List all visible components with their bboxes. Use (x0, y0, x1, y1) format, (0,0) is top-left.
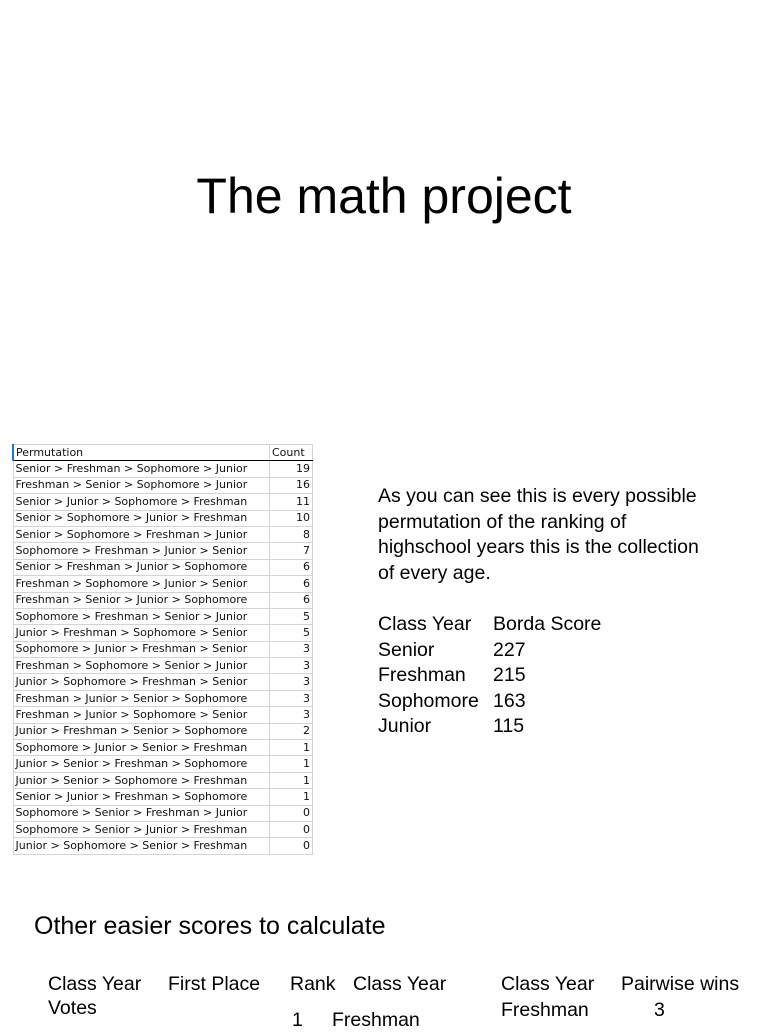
permutation-row (13, 821, 313, 837)
count-cell: 3 (270, 690, 313, 706)
permutation-cell: Freshman > Junior > Sophomore > Senior (13, 707, 270, 723)
permutation-cell: Sophomore > Senior > Freshman > Junior (13, 805, 270, 821)
borda-header-class-year: Class Year (378, 613, 472, 635)
borda-score: 215 (493, 664, 526, 686)
borda-score: 115 (493, 715, 525, 737)
permutation-cell: Sophomore > Senior > Junior > Freshman (13, 821, 270, 837)
permutation-row (13, 838, 313, 854)
count-cell: 7 (270, 543, 313, 559)
count-cell: 8 (270, 526, 313, 542)
permutation-row (13, 494, 313, 510)
permutation-table-header (13, 445, 313, 461)
first-place-header-votes-cont: Votes (48, 997, 97, 1019)
permutation-row (13, 658, 313, 674)
borda-row (378, 638, 601, 664)
permutation-cell: Sophomore > Junior > Senior > Freshman (13, 740, 270, 756)
count-cell: 3 (270, 641, 313, 657)
borda-class-year: Freshman (378, 664, 466, 686)
count-cell: 0 (270, 821, 313, 837)
permutation-row (13, 576, 313, 592)
count-cell: 1 (270, 740, 313, 756)
permutation-cell: Freshman > Senior > Junior > Sophomore (13, 592, 270, 608)
permutation-row (13, 592, 313, 608)
permutation-row (13, 674, 313, 690)
count-cell: 3 (270, 658, 313, 674)
borda-score: 227 (493, 638, 526, 661)
header-count: Count (270, 445, 313, 461)
pairwise-row-class-year: Freshman (501, 999, 589, 1021)
first-place-header-class-year: Class Year (48, 973, 142, 995)
header-permutation: Permutation (13, 445, 270, 461)
section-subheading: Other easier scores to calculate (34, 912, 386, 940)
count-cell: 1 (270, 756, 313, 772)
permutation-row (13, 559, 313, 575)
permutation-row (13, 461, 313, 477)
borda-header-row (378, 612, 601, 638)
description-line: As you can see this is every possible (378, 485, 697, 507)
permutation-table-body (13, 461, 313, 854)
permutation-cell: Sophomore > Freshman > Senior > Junior (13, 608, 270, 624)
permutation-row (13, 789, 313, 805)
permutation-cell: Sophomore > Freshman > Junior > Senior (13, 543, 270, 559)
count-cell: 0 (270, 805, 313, 821)
permutation-cell: Junior > Freshman > Senior > Sophomore (13, 723, 270, 739)
permutation-cell: Freshman > Sophomore > Junior > Senior (13, 576, 270, 592)
count-cell: 5 (270, 625, 313, 641)
permutation-row (13, 690, 313, 706)
permutation-row (13, 723, 313, 739)
count-cell: 5 (270, 608, 313, 624)
first-place-header-votes: First Place (168, 973, 261, 995)
permutation-cell: Junior > Senior > Sophomore > Freshman (13, 772, 270, 788)
permutation-cell: Senior > Sophomore > Freshman > Junior (13, 526, 270, 542)
permutation-row (13, 707, 313, 723)
count-cell: 3 (270, 707, 313, 723)
permutation-row (13, 510, 313, 526)
description-text (378, 484, 748, 586)
borda-row (378, 714, 601, 740)
permutation-cell: Senior > Junior > Sophomore > Freshman (13, 494, 270, 510)
permutation-row (13, 740, 313, 756)
borda-header-score: Borda Score (493, 613, 602, 635)
description-line: highschool years this is the collection (378, 536, 699, 558)
count-cell: 6 (270, 592, 313, 608)
count-cell: 3 (270, 674, 313, 690)
permutation-cell: Senior > Sophomore > Junior > Freshman (13, 510, 270, 526)
permutation-row (13, 805, 313, 821)
count-cell: 1 (270, 789, 313, 805)
permutation-cell: Senior > Freshman > Sophomore > Junior (13, 461, 270, 477)
borda-score: 163 (493, 689, 526, 712)
rank-row-rank: 1 (292, 1009, 303, 1031)
borda-row (378, 689, 601, 715)
permutation-row (13, 772, 313, 788)
rank-header-rank: Rank (290, 973, 336, 995)
count-cell: 2 (270, 723, 313, 739)
count-cell: 19 (270, 461, 313, 477)
permutation-row (13, 625, 313, 641)
permutation-cell: Sophomore > Junior > Freshman > Senior (13, 641, 270, 657)
permutation-row (13, 641, 313, 657)
description-line: permutation of the ranking of (378, 510, 627, 533)
permutation-row (13, 756, 313, 772)
permutation-row (13, 543, 313, 559)
count-cell: 0 (270, 838, 313, 854)
count-cell: 16 (270, 477, 313, 493)
description-line: of every age. (378, 561, 491, 584)
page-title: The math project (196, 168, 572, 224)
permutation-table (12, 444, 313, 855)
borda-row (378, 663, 601, 689)
count-cell: 1 (270, 772, 313, 788)
borda-class-year: Senior (378, 638, 435, 661)
count-cell: 10 (270, 510, 313, 526)
permutation-cell: Junior > Freshman > Sophomore > Senior (13, 625, 270, 641)
permutation-cell: Freshman > Sophomore > Senior > Junior (13, 658, 270, 674)
permutation-cell: Senior > Freshman > Junior > Sophomore (13, 559, 270, 575)
count-cell: 6 (270, 559, 313, 575)
rank-row-class-year: Freshman (332, 1009, 420, 1031)
permutation-cell: Junior > Senior > Freshman > Sophomore (13, 756, 270, 772)
borda-class-year: Sophomore (378, 689, 479, 712)
permutation-cell: Senior > Junior > Freshman > Sophomore (13, 789, 270, 805)
permutation-cell: Junior > Sophomore > Freshman > Senior (13, 674, 270, 690)
permutation-row (13, 526, 313, 542)
permutation-row (13, 477, 313, 493)
permutation-cell: Junior > Sophomore > Senior > Freshman (13, 838, 270, 854)
pairwise-header-class-year: Class Year (501, 973, 595, 995)
rank-header-class-year: Class Year (353, 973, 447, 995)
count-cell: 6 (270, 576, 313, 592)
pairwise-row-wins: 3 (654, 999, 665, 1021)
pairwise-header-wins: Pairwise wins (621, 973, 740, 995)
permutation-cell: Freshman > Junior > Senior > Sophomore (13, 690, 270, 706)
permutation-cell: Freshman > Senior > Sophomore > Junior (13, 477, 270, 493)
permutation-row (13, 608, 313, 624)
borda-class-year: Junior (378, 715, 432, 737)
borda-score-table (378, 612, 601, 740)
count-cell: 11 (270, 494, 313, 510)
